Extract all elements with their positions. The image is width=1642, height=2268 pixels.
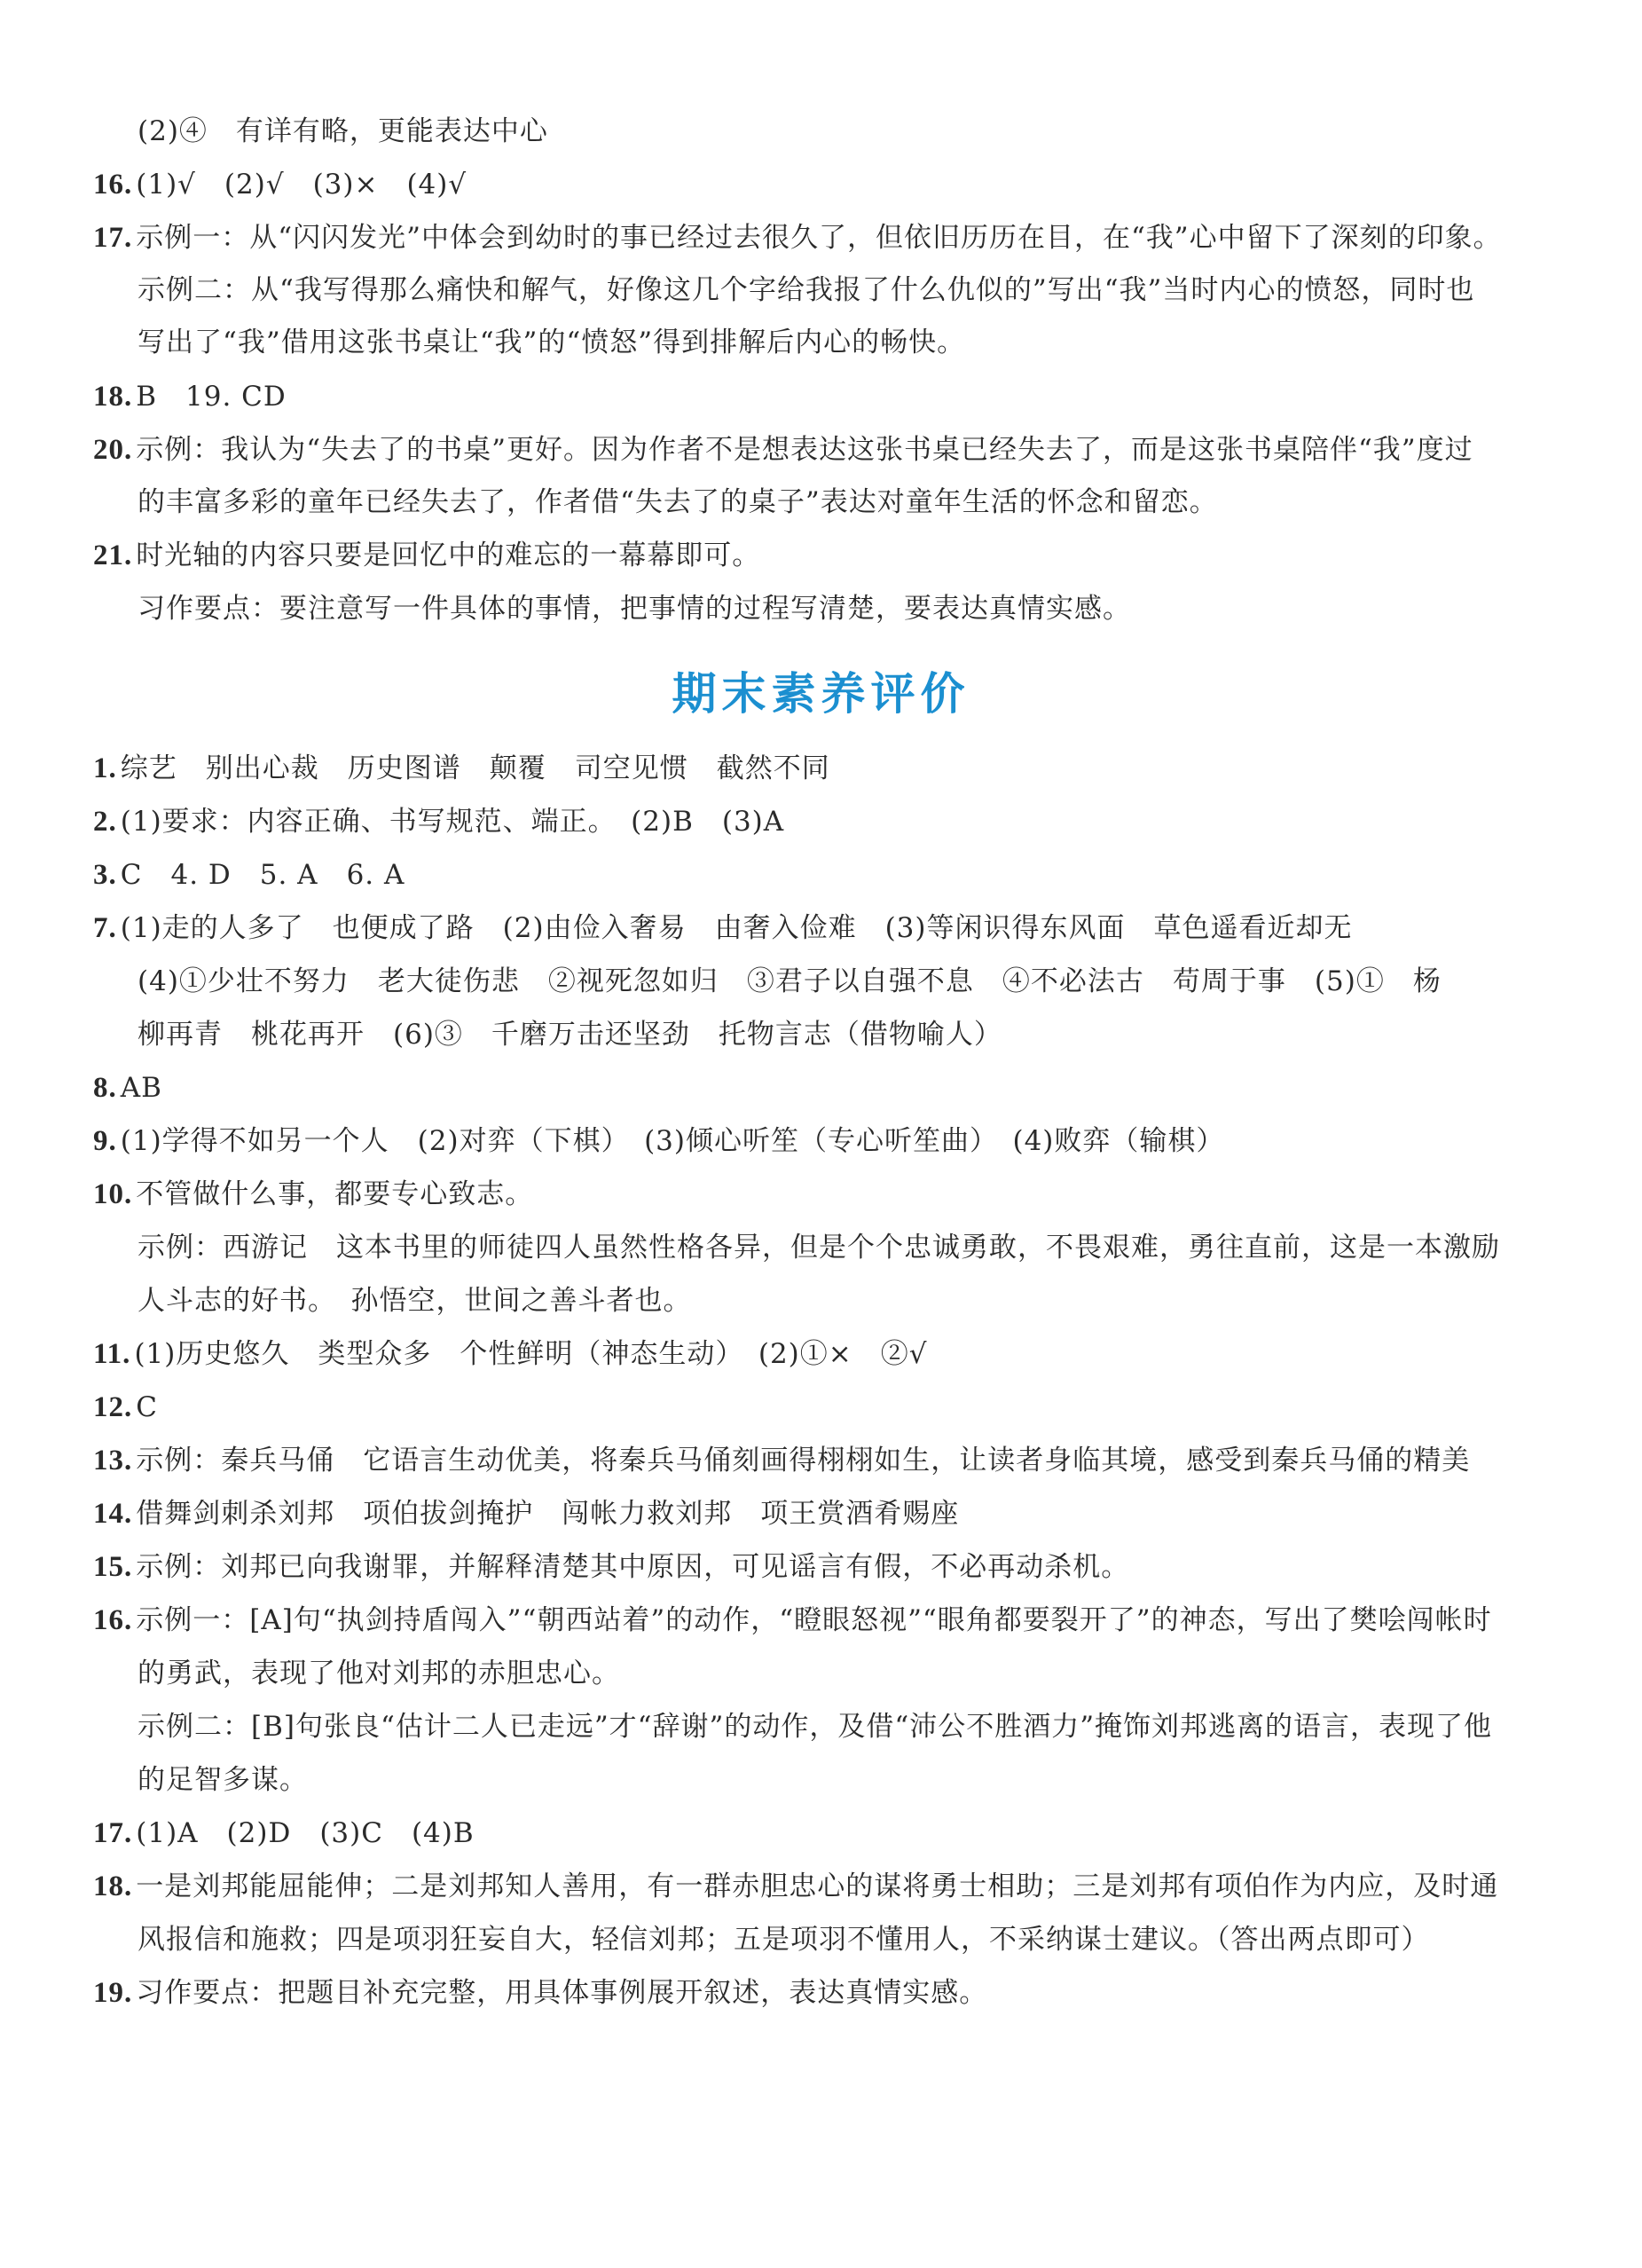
answer-text: 习作要点：把题目补充完整，用具体事例展开叙述，表达真情实感。 bbox=[136, 1977, 988, 2009]
answer-text: (1)走的人多了 也便成了路 (2)由俭入奢易 由奢入俭难 (3)等闲识得东风面 草色遥看近却无 bbox=[120, 912, 1353, 944]
answer-text: 时光轴的内容只要是回忆中的难忘的一幕幕即可。 bbox=[136, 539, 761, 571]
answer-line bbox=[93, 1177, 533, 1212]
answer-text: 风报信和施救；四是项羽狂妄自大，轻信刘邦；五是项羽不懂用人，不采纳谋士建议。（答出两点即可） bbox=[137, 1924, 1430, 1956]
question-number: 15. bbox=[93, 1551, 133, 1583]
question-number: 18. bbox=[93, 1870, 133, 1902]
question-number: 20. bbox=[93, 434, 133, 466]
answer-line bbox=[137, 114, 548, 149]
question-number: 14. bbox=[93, 1498, 133, 1530]
question-number: 18. bbox=[93, 381, 133, 413]
answer-text: (1)√ (2)√ (3)× (4)√ bbox=[136, 169, 467, 201]
answer-continuation-line bbox=[137, 1283, 692, 1319]
answer-line bbox=[93, 1123, 1224, 1159]
answer-line bbox=[93, 1603, 1492, 1638]
question-number: 10. bbox=[93, 1178, 133, 1210]
answer-continuation-line bbox=[137, 1709, 1492, 1744]
question-number: 17. bbox=[93, 1817, 133, 1849]
answer-text: 综艺 别出心裁 历史图谱 颠覆 司空见惯 截然不同 bbox=[120, 752, 830, 784]
answer-text: 人斗志的好书。 孙悟空，世间之善斗者也。 bbox=[137, 1285, 692, 1317]
question-number: 3. bbox=[93, 859, 117, 891]
answer-continuation-line bbox=[137, 1762, 308, 1798]
question-number: 21. bbox=[93, 539, 133, 571]
answer-text: 习作要点：要注意写一件具体的事情，把事情的过程写清楚，要表达真情实感。 bbox=[137, 593, 1131, 625]
answer-continuation-line bbox=[137, 484, 1218, 520]
answer-text: (1)要求：内容正确、书写规范、端正。 (2)B (3)A bbox=[120, 806, 785, 838]
question-number: 19. bbox=[93, 1977, 133, 2009]
answer-text: 的足智多谋。 bbox=[137, 1764, 308, 1796]
answer-line bbox=[93, 1869, 1498, 1904]
answer-line bbox=[93, 1496, 959, 1532]
question-number: 7. bbox=[93, 912, 117, 944]
answer-text: 的勇武，表现了他对刘邦的赤胆忠心。 bbox=[137, 1658, 620, 1689]
answer-continuation-line bbox=[137, 964, 1442, 999]
answer-line bbox=[93, 1070, 162, 1106]
answer-text: 示例二：[B]句张良“估计二人已走远”才“辞谢”的动作，及借“沛公不胜酒力”掩饰刘邦逃离的语言，表现了他 bbox=[137, 1711, 1493, 1743]
answer-text: (1)学得不如另一个人 (2)对弈（下棋） (3)倾心听笙（专心听笙曲） (4)败弈（输棋） bbox=[120, 1125, 1225, 1157]
answer-text: 示例一：[A]句“执剑持盾闯入”“朝西站着”的动作，“瞪眼怒视”“眼角都要裂开了”的神态，写出了樊哙闯帐时 bbox=[136, 1604, 1492, 1636]
answer-line bbox=[93, 538, 760, 573]
answer-text: 一是刘邦能屈能伸；二是刘邦知人善用，有一群赤胆忠心的谋将勇士相助；三是刘邦有项伯作为内应，及时通 bbox=[136, 1870, 1499, 1902]
question-number: 8. bbox=[93, 1072, 117, 1104]
answer-continuation-line bbox=[137, 325, 965, 360]
question-number: 2. bbox=[93, 806, 117, 838]
answer-line bbox=[93, 1443, 1470, 1478]
question-number: 11. bbox=[93, 1338, 131, 1370]
answer-text: C bbox=[136, 1391, 158, 1423]
answer-text: 写出了“我”借用这张书桌让“我”的“愤怒”得到排解后内心的畅快。 bbox=[137, 327, 966, 358]
answer-text: 示例：西游记 这本书里的师徒四人虽然性格各异，但是个个忠诚勇敢，不畏艰难，勇往直前，这是一本激励 bbox=[137, 1232, 1500, 1264]
answer-line bbox=[93, 1549, 1129, 1585]
answer-text: (1)A (2)D (3)C (4)B bbox=[136, 1817, 475, 1849]
question-number: 13. bbox=[93, 1445, 133, 1477]
answer-line bbox=[93, 379, 287, 414]
question-number: 1. bbox=[93, 752, 117, 784]
answer-text: 柳再青 桃花再开 (6)③ 千磨万击还坚劲 托物言志（借物喻人） bbox=[137, 1019, 1002, 1051]
question-number: 12. bbox=[93, 1391, 133, 1423]
answer-continuation-line bbox=[137, 1656, 620, 1691]
answer-text: AB bbox=[120, 1072, 162, 1104]
answer-line bbox=[93, 1975, 987, 2011]
answer-line bbox=[93, 1815, 475, 1851]
answer-line bbox=[93, 804, 784, 839]
answer-text: 不管做什么事，都要专心致志。 bbox=[136, 1178, 534, 1210]
answer-continuation-line bbox=[137, 1230, 1500, 1265]
answer-line bbox=[93, 1336, 928, 1372]
answer-text: (2)④ 有详有略，更能表达中心 bbox=[137, 115, 548, 147]
answer-text: C 4. D 5. A 6. A bbox=[120, 859, 405, 891]
answer-text: 示例一：从“闪闪发光”中体会到幼时的事已经过去很久了，但依旧历历在目，在“我”心中留下了深刻的印象。 bbox=[136, 222, 1502, 254]
answer-text: (4)①少壮不努力 老大徒伤悲 ②视死忽如归 ③君子以自强不息 ④不必法古 苟周于事 (5)① 杨 bbox=[137, 965, 1442, 997]
question-number: 9. bbox=[93, 1125, 117, 1157]
answer-text: (1)历史悠久 类型众多 个性鲜明（神态生动） (2)①× ②√ bbox=[134, 1338, 928, 1370]
answer-continuation-line bbox=[137, 1017, 1002, 1052]
answer-line bbox=[93, 751, 830, 786]
answer-continuation-line bbox=[137, 1922, 1430, 1957]
answer-line bbox=[93, 1390, 158, 1425]
answer-continuation-line bbox=[137, 591, 1131, 626]
answer-line bbox=[93, 857, 405, 893]
answer-text: B 19. CD bbox=[136, 381, 287, 413]
answer-line bbox=[93, 220, 1502, 256]
question-number: 16. bbox=[93, 1604, 133, 1636]
answer-text: 借舞剑刺杀刘邦 项伯拔剑掩护 闯帐力救刘邦 项王赏酒肴赐座 bbox=[136, 1498, 960, 1530]
answer-line bbox=[93, 432, 1473, 468]
answer-continuation-line bbox=[137, 272, 1474, 308]
answer-text: 示例：刘邦已向我谢罪，并解释清楚其中原因，可见谣言有假，不必再动杀机。 bbox=[136, 1551, 1130, 1583]
answer-text: 示例：我认为“失去了的书桌”更好。因为作者不是想表达这张书桌已经失去了，而是这张书桌陪伴“我”度过 bbox=[136, 434, 1473, 466]
answer-text: 示例二：从“我写得那么痛快和解气，好像这几个字给我报了什么仇似的”写出“我”当时内心的愤怒，同时也 bbox=[137, 274, 1475, 306]
answer-text: 的丰富多彩的童年已经失去了，作者借“失去了的桌子”表达对童年生活的怀念和留恋。 bbox=[137, 486, 1218, 518]
answer-text: 示例：秦兵马俑 它语言生动优美，将秦兵马俑刻画得栩栩如生，让读者身临其境，感受到秦兵马俑的精美 bbox=[136, 1445, 1471, 1477]
question-number: 16. bbox=[93, 169, 133, 201]
question-number: 17. bbox=[93, 222, 133, 254]
answer-line bbox=[93, 167, 467, 202]
answer-line bbox=[93, 910, 1352, 946]
section-title: 期末素养评价 bbox=[672, 668, 970, 720]
